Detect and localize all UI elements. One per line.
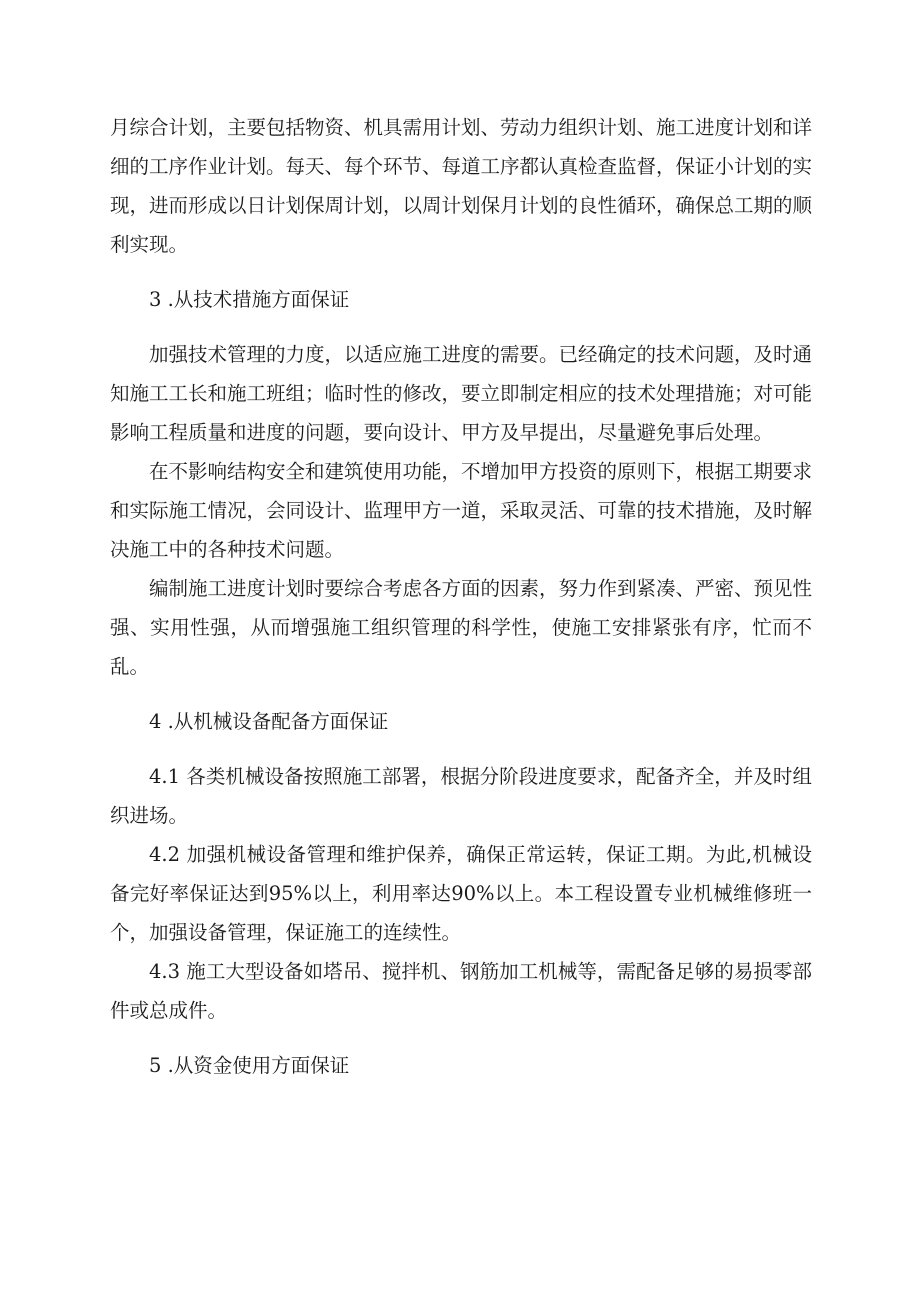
- section-heading-5: 5 .从资金使用方面保证: [149, 1054, 350, 1077]
- paragraph-schedule-planning: 编制施工进度计划时要综合考虑各方面的因素，努力作到紧凑、严密、预见性强、实用性强，从而增强施工组织管理的科学性，使施工安排紧张有序，忙而不乱。: [110, 577, 813, 678]
- paragraph-tech-measures: 在不影响结构安全和建筑使用功能，不增加甲方投资的原则下，根据工期要求和实际施工情况，会同设计、监理甲方一道，采取灵活、可靠的技术措施，及时解决施工中的各种技术问题。: [110, 460, 813, 561]
- document-page: [110, 108, 812, 1085]
- paragraph-4-2: 4.2 加强机械设备管理和维护保养，确保正常运转，保证工期。为此,机械设备完好率保证达到95%以上，利用率达90%以上。本工程设置专业机械维修班一个，加强设备管理，保证施工的连续性。: [110, 843, 812, 944]
- section-heading-3: 3 .从技术措施方面保证: [149, 288, 350, 311]
- paragraph-4-1: 4.1 各类机械设备按照施工部署，根据分阶段进度要求，配备齐全，并及时组织进场。: [110, 765, 812, 827]
- paragraph-monthly-plan: 月综合计划，主要包括物资、机具需用计划、劳动力组织计划、施工进度计划和详细的工序作业计划。每天、每个环节、每道工序都认真检查监督，保证小计划的实现，进而形成以日计划保周计划，以周计划保月计划的良性循环，确保总工期的顺利实现。: [110, 116, 813, 256]
- section-heading-4: 4 .从机械设备配备方面保证: [149, 710, 389, 733]
- paragraph-tech-management: 加强技术管理的力度，以适应施工进度的需要。已经确定的技术问题，及时通知施工工长和施工班组；临时性的修改，要立即制定相应的技术处理措施；对可能影响工程质量和进度的问题，要向设计、甲方及早提出，尽量避免事后处理。: [110, 343, 813, 444]
- paragraph-4-3: 4.3 施工大型设备如塔吊、搅拌机、钢筋加工机械等，需配备足够的易损零部件或总成件。: [110, 960, 812, 1022]
